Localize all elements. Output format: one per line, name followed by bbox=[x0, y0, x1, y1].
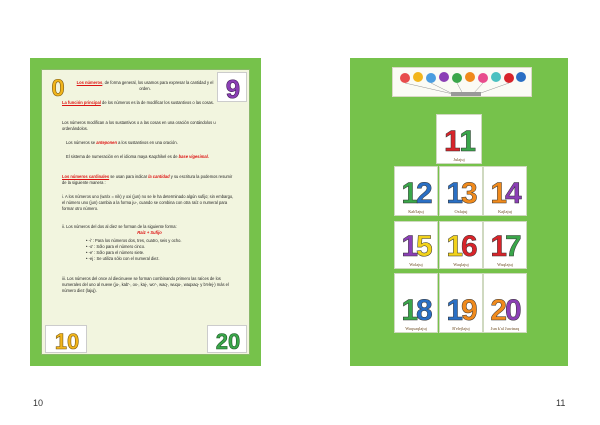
number-label: Wuqlajuj bbox=[497, 262, 513, 267]
number-digits-graphic bbox=[395, 274, 439, 325]
number-digits-graphic bbox=[484, 167, 528, 208]
corner-digit-0: 0 bbox=[51, 75, 65, 102]
corner-digit-9: 9 bbox=[225, 74, 241, 103]
term-cantidad: la cantidad bbox=[148, 174, 170, 179]
balloons-illustration bbox=[392, 67, 532, 97]
number-digits-graphic bbox=[484, 222, 528, 261]
number-label: Julajuj bbox=[453, 157, 465, 162]
corner-number-nine bbox=[217, 72, 247, 102]
page-number-left: 10 bbox=[33, 398, 44, 408]
p5-a: El sistema de numeración en el idioma maya Kaqchikel es de bbox=[66, 154, 179, 159]
number-label: Wolajuj bbox=[409, 262, 423, 267]
page-number-right: 11 bbox=[556, 398, 566, 408]
number-digits-graphic bbox=[395, 222, 439, 261]
term-funcion-principal: La función principal bbox=[62, 100, 101, 105]
paragraph-2-text: de los números es la de modificar los sustantivos o las cosas. bbox=[100, 100, 214, 105]
list-item-ii bbox=[62, 224, 237, 236]
digit-5: 5 bbox=[415, 230, 433, 261]
digit-1: 1 bbox=[490, 177, 508, 208]
left-page bbox=[30, 58, 261, 366]
paragraph-4 bbox=[66, 140, 236, 146]
corner-number-ten bbox=[45, 325, 87, 353]
number-digits-graphic bbox=[440, 167, 484, 208]
number-digits-graphic bbox=[395, 167, 439, 208]
corner-digits-20: 20 bbox=[215, 329, 241, 354]
left-page-content bbox=[41, 69, 250, 355]
number-tile-14 bbox=[483, 166, 527, 216]
term-base-vigesimal: base vigesimal. bbox=[178, 154, 209, 159]
suffix-item: • -e' : Sólo para el número siete. bbox=[86, 250, 145, 255]
list-item-ii-text: ii. Los números del dos al diez se forman de la siguiente forma: bbox=[62, 224, 177, 229]
formula-raiz-sufijo: Raíz + Sufijo bbox=[137, 230, 162, 235]
digit-8: 8 bbox=[415, 294, 433, 325]
term-cardinales: Los números cardinales bbox=[62, 174, 110, 179]
paragraph-1-text: , de forma general, los usamos para expresar la cantidad y el orden. bbox=[102, 80, 214, 91]
digit-1: 1 bbox=[443, 125, 461, 156]
p6-b: se usan para indicar bbox=[109, 174, 149, 179]
digit-1: 1 bbox=[401, 177, 419, 208]
suffix-list bbox=[86, 238, 236, 262]
p4-c: a los sustantivos en una oración. bbox=[116, 140, 178, 145]
number-label: Waqxaqlajuj bbox=[405, 326, 427, 331]
corner-number-twenty bbox=[207, 325, 247, 353]
digit-1: 1 bbox=[446, 294, 464, 325]
number-tile-16 bbox=[439, 221, 483, 269]
number-tile-15 bbox=[394, 221, 438, 269]
number-label: Kajlajuj bbox=[498, 209, 512, 214]
list-item-iii: iii. Los números del once al diecinueve se forman combinando primero las raíces de los numerales del uno al nueve (ju-, kab'-, ox-, kaj-, wo'-, waq-, wuqu-, waqxaq- y b'elej-) más el número diez (lajuj). bbox=[62, 276, 229, 293]
digit-7: 7 bbox=[504, 230, 522, 261]
list-item-i: i. A los números uno (wa'ix = nik) y oxi (jun) no se le ha determinado algún sufijo; sin embargo, el número uno (jun) cambia a la forma ju-, cuando se combina con otra raíz o numeral para formar otro número. bbox=[62, 194, 234, 211]
digit-2: 2 bbox=[415, 177, 433, 208]
number-label: Waqlajuj bbox=[453, 262, 469, 267]
suffix-item: • -ej : Se utiliza sólo con el numeral diez. bbox=[86, 256, 160, 261]
number-tile-13 bbox=[439, 166, 483, 216]
p6-d: y su escritura la podemos resumir de la siguiente manera : bbox=[62, 174, 233, 185]
paragraph-3: Los números modifican a los sustantivos o a las cosas en una oración contándolos u ordenándolos. bbox=[62, 120, 216, 131]
digit-1: 1 bbox=[401, 294, 419, 325]
suffix-item: • -o' : Sólo para el número cinco. bbox=[86, 244, 146, 249]
digit-4: 4 bbox=[504, 177, 522, 208]
digit-3: 3 bbox=[460, 177, 478, 208]
p4-a: Los números se bbox=[66, 140, 97, 145]
term-numeros: Los números bbox=[76, 80, 103, 85]
digit-1: 1 bbox=[446, 177, 464, 208]
number-tile-17 bbox=[483, 221, 527, 269]
digit-6: 6 bbox=[460, 230, 478, 261]
corner-number-zero bbox=[45, 72, 71, 102]
paragraph-6 bbox=[62, 174, 237, 186]
digit-1: 1 bbox=[459, 125, 477, 156]
digit-1: 1 bbox=[490, 230, 508, 261]
number-tile-19 bbox=[439, 273, 483, 333]
number-label: Kab'lajuj bbox=[408, 209, 424, 214]
number-digits-graphic bbox=[484, 274, 528, 325]
right-page bbox=[350, 58, 568, 366]
digit-1: 1 bbox=[401, 230, 419, 261]
digit-2: 2 bbox=[490, 294, 508, 325]
digit-9: 9 bbox=[460, 294, 478, 325]
paragraph-5 bbox=[66, 154, 226, 160]
number-tile-20 bbox=[483, 273, 527, 333]
number-label: Jun k'al Juwinaq bbox=[490, 326, 520, 331]
corner-digits-10: 10 bbox=[54, 329, 80, 354]
paragraph-2 bbox=[62, 100, 232, 106]
suffix-item: • -i' : Para los números dos, tres, cuatro, seis y ocho. bbox=[86, 238, 182, 243]
number-digits-graphic bbox=[440, 274, 484, 325]
number-digits-graphic bbox=[437, 115, 483, 156]
number-tile-11 bbox=[436, 114, 482, 164]
number-label: Oxlajuj bbox=[454, 209, 468, 214]
digit-0: 0 bbox=[504, 294, 522, 325]
number-label: B'elejlajuj bbox=[452, 326, 470, 331]
number-tile-12 bbox=[394, 166, 438, 216]
balloons-icon bbox=[393, 68, 533, 98]
paragraph-1 bbox=[75, 80, 215, 92]
term-anteponen: anteponen bbox=[96, 140, 117, 145]
digit-1: 1 bbox=[446, 230, 464, 261]
number-tile-18 bbox=[394, 273, 438, 333]
number-digits-graphic bbox=[440, 222, 484, 261]
